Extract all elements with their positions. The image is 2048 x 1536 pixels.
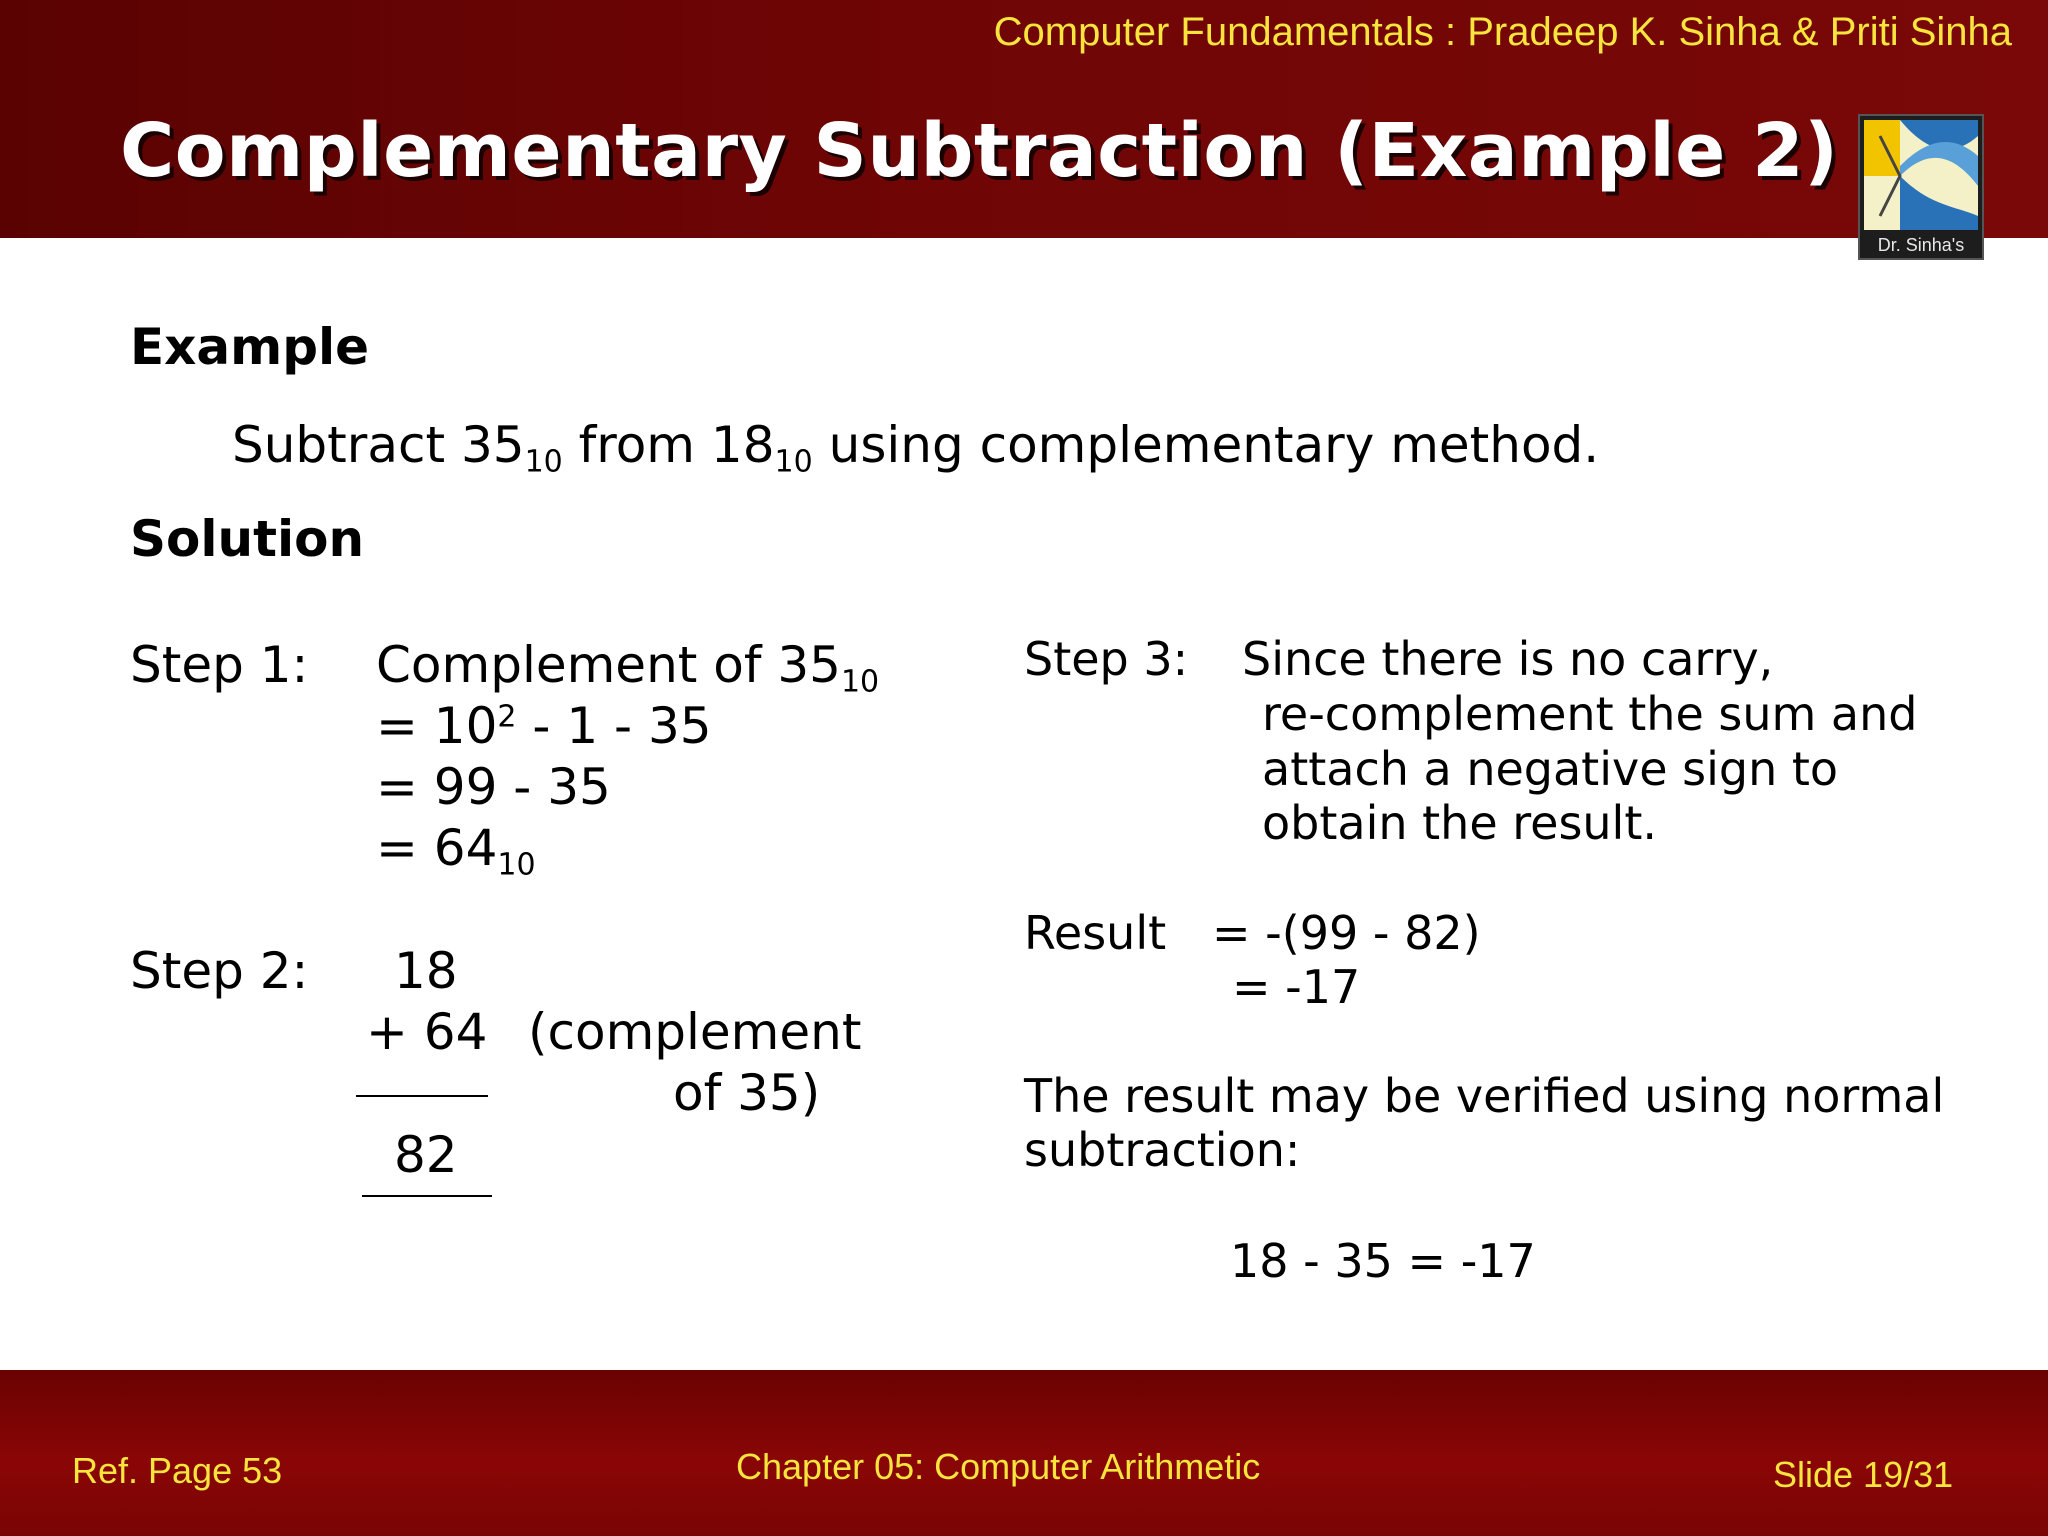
step2-note-line2: of 35) (673, 1064, 821, 1122)
dr-sinha-logo (1858, 114, 1984, 260)
step1-line2-text-b: - 1 - 35 (516, 697, 712, 755)
step1-line2-superscript: 2 (497, 699, 517, 735)
step1-line1-text: Complement of 35 (376, 636, 841, 694)
step2-sum: 82 (394, 1126, 458, 1184)
slide-number: Slide 19/31 (1773, 1454, 1954, 1495)
step1-label: Step 1: (130, 636, 309, 694)
step3-line-3: attach a negative sign to (1262, 742, 1839, 796)
example-heading: Example (130, 318, 370, 376)
step1-line4 (376, 819, 536, 883)
step1-line2 (376, 697, 712, 755)
problem-statement (232, 416, 1600, 480)
problem-text-1: Subtract 35 (232, 416, 525, 474)
result-line2: = -17 (1232, 960, 1361, 1014)
logo-graphic (1860, 116, 1982, 234)
step2-operand1: 18 (394, 942, 458, 1000)
step1-line3: = 99 - 35 (376, 758, 611, 816)
step3-label: Step 3: (1024, 632, 1189, 686)
verify-equation: 18 - 35 = -17 (1230, 1234, 1536, 1288)
step2-operand2: + 64 (366, 1003, 488, 1061)
step2-note-line1: (complement (528, 1003, 862, 1061)
chapter-title: Chapter 05: Computer Arithmetic (736, 1446, 1261, 1487)
step1-line2-text-a: = 10 (376, 697, 498, 755)
slide-header (0, 0, 2048, 238)
problem-text-2: from 18 (562, 416, 775, 474)
step3-line-4: obtain the result. (1262, 796, 1657, 850)
result-label: Result (1024, 906, 1167, 960)
sum-divider-top (356, 1095, 488, 1097)
slide-title: Complementary Subtraction (Example 2) (120, 108, 1839, 194)
step3-line-2: re-complement the sum and (1262, 687, 1918, 741)
step3-line-1: Since there is no carry, (1242, 632, 1774, 686)
step2-label: Step 2: (130, 942, 309, 1000)
logo-caption: Dr. Sinha's (1877, 235, 1965, 255)
problem-text-3: using complementary method. (812, 416, 1600, 474)
problem-subscript-1: 10 (524, 444, 563, 480)
reference-page: Ref. Page 53 (72, 1450, 283, 1491)
verify-line1: The result may be verified using normal (1024, 1069, 1945, 1123)
verify-line2: subtraction: (1024, 1123, 1301, 1177)
author-credit: Computer Fundamentals : Pradeep K. Sinha & Priti Sinha (993, 10, 2012, 54)
step1-line4-subscript: 10 (497, 847, 536, 883)
solution-heading: Solution (130, 510, 365, 568)
sum-divider-bottom (362, 1195, 492, 1197)
step1-line4-text: = 64 (376, 819, 498, 877)
step1-line1-subscript: 10 (840, 664, 880, 700)
result-line1: = -(99 - 82) (1212, 906, 1481, 960)
problem-subscript-2: 10 (774, 444, 813, 480)
step1-line1 (376, 636, 880, 700)
slide-footer (0, 1370, 2048, 1536)
